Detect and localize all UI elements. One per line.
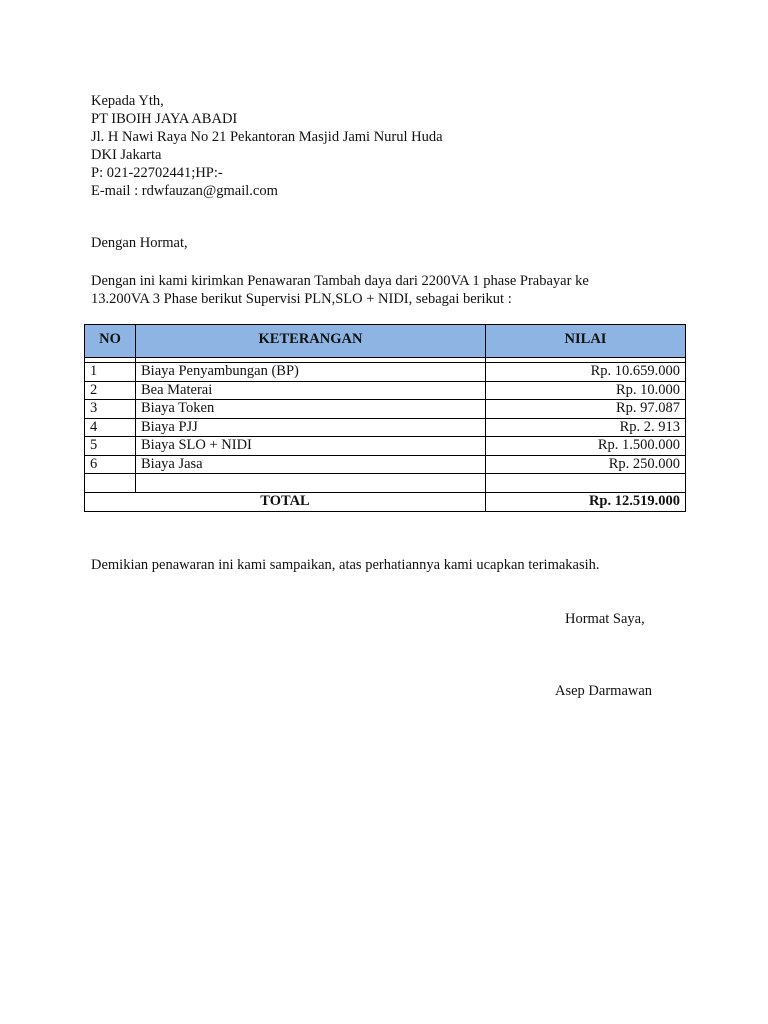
table-row <box>85 418 686 437</box>
greeting: Dengan Hormat, <box>91 235 188 251</box>
recipient-salutation: Kepada Yth, <box>91 93 164 109</box>
row-no <box>85 474 136 493</box>
table-row <box>85 437 686 456</box>
row-description <box>136 474 486 493</box>
row-no: 2 <box>85 381 136 400</box>
row-description: Biaya PJJ <box>136 418 486 437</box>
intro-paragraph <box>91 272 589 308</box>
total-label: TOTAL <box>85 492 486 511</box>
header-value: NILAI <box>486 325 686 358</box>
row-description: Biaya Jasa <box>136 455 486 474</box>
header-no: NO <box>85 325 136 358</box>
row-description: Biaya SLO + NIDI <box>136 437 486 456</box>
table-row <box>85 363 686 382</box>
recipient-block <box>91 92 443 200</box>
recipient-phone: P: 021-22702441;HP:- <box>91 165 223 181</box>
row-no: 6 <box>85 455 136 474</box>
intro-line-1: Dengan ini kami kirimkan Penawaran Tambah daya dari 2200VA 1 phase Prabayar ke <box>91 273 589 289</box>
recipient-company: PT IBOIH JAYA ABADI <box>91 111 238 127</box>
row-value <box>486 474 686 493</box>
row-no: 4 <box>85 418 136 437</box>
row-value: Rp. 1.500.000 <box>486 437 686 456</box>
closing-sentence: Demikian penawaran ini kami sampaikan, atas perhatiannya kami ucapkan terimakasih. <box>91 557 600 573</box>
row-description: Biaya Penyambungan (BP) <box>136 363 486 382</box>
table-header-row <box>85 325 686 358</box>
table-row <box>85 400 686 419</box>
table-row <box>85 381 686 400</box>
regards: Hormat Saya, <box>565 611 645 627</box>
recipient-email: E-mail : rdwfauzan@gmail.com <box>91 183 278 199</box>
row-no: 5 <box>85 437 136 456</box>
row-value: Rp. 97.087 <box>486 400 686 419</box>
row-description: Biaya Token <box>136 400 486 419</box>
row-no: 1 <box>85 363 136 382</box>
signer-name: Asep Darmawan <box>555 683 653 699</box>
total-value: Rp. 12.519.000 <box>486 492 686 511</box>
header-description: KETERANGAN <box>136 325 486 358</box>
recipient-address: Jl. H Nawi Raya No 21 Pekantoran Masjid Jami Nurul Huda <box>91 129 443 145</box>
table-row <box>85 455 686 474</box>
row-value: Rp. 250.000 <box>486 455 686 474</box>
row-value: Rp. 10.000 <box>486 381 686 400</box>
intro-line-2: 13.200VA 3 Phase berikut Supervisi PLN,SLO + NIDI, sebagai berikut : <box>91 291 512 307</box>
recipient-city: DKI Jakarta <box>91 147 162 163</box>
quotation-table <box>84 324 686 512</box>
row-description: Bea Materai <box>136 381 486 400</box>
table-row-empty <box>85 474 686 493</box>
table-total-row <box>85 492 686 511</box>
row-value: Rp. 10.659.000 <box>486 363 686 382</box>
row-no: 3 <box>85 400 136 419</box>
row-value: Rp. 2. 913 <box>486 418 686 437</box>
